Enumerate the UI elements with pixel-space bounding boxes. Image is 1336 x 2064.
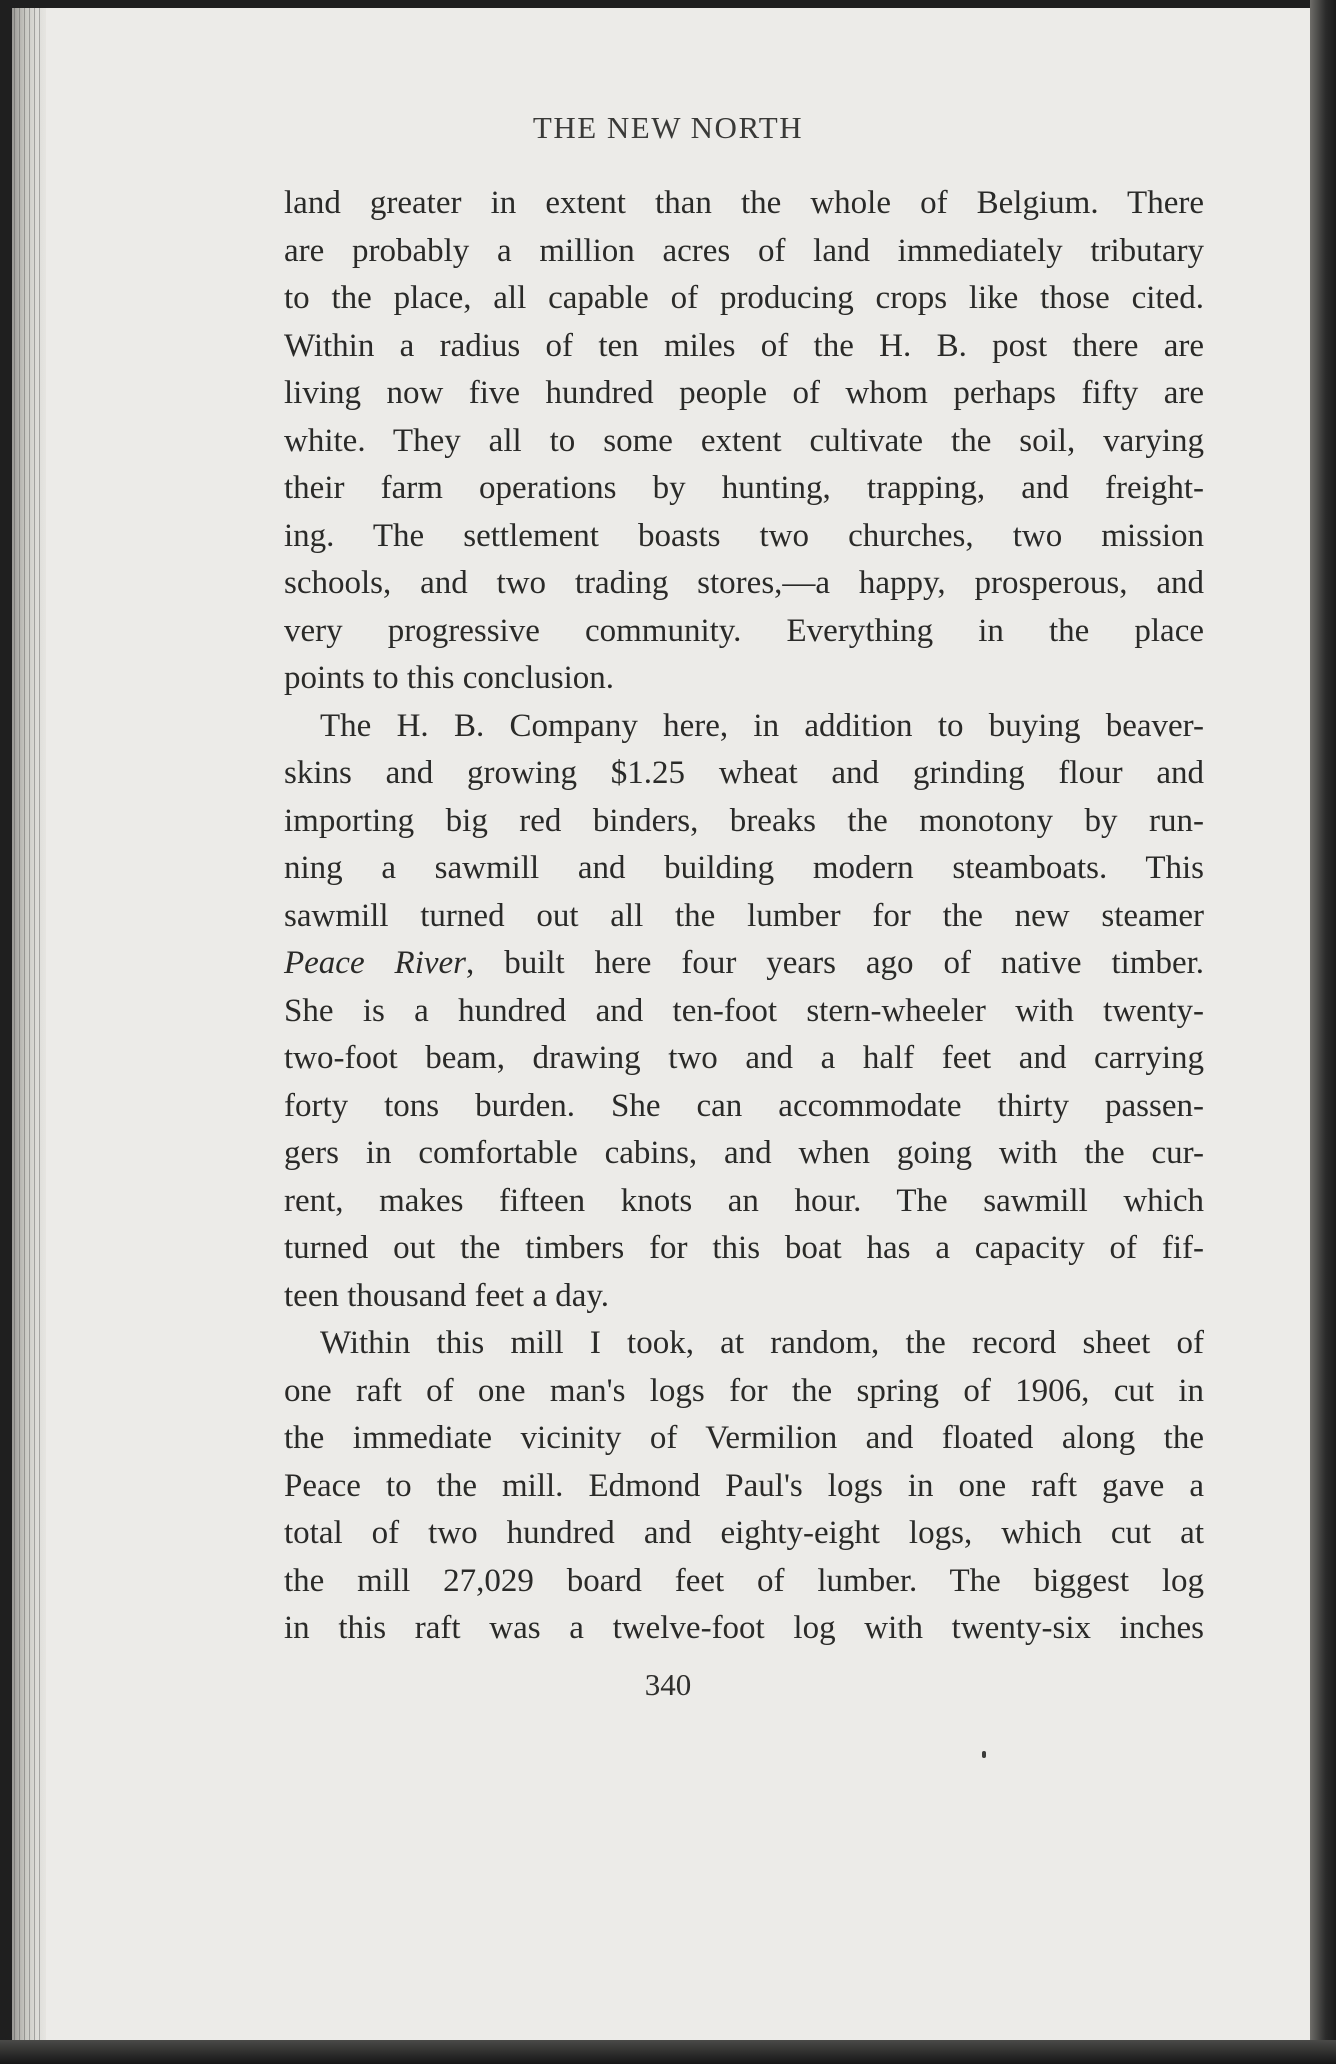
text-line: ing. The settlement boasts two churches, two mission: [284, 517, 1204, 554]
text-line: land greater in extent than the whole of Belgium. There: [284, 185, 1204, 221]
text-line: are probably a million acres of land immediately tributary: [284, 232, 1204, 269]
dust-speck: [982, 1751, 986, 1758]
text-line: forty tons burden. She can accommodate thirty passen-: [284, 1087, 1204, 1124]
bottom-edge-shadow: [0, 2040, 1336, 2064]
text-line: Peace to the mill. Edmond Paul's logs in one raft gave a: [284, 1467, 1204, 1504]
text-line: white. They all to some extent cultivate the soil, varying: [284, 422, 1204, 459]
text-line: one raft of one man's logs for the spring of 1906, cut in: [284, 1372, 1204, 1409]
text-line: total of two hundred and eighty-eight logs, which cut at: [284, 1515, 1204, 1551]
page-edges: [14, 8, 40, 2048]
text-line: sawmill turned out all the lumber for the new steamer: [284, 897, 1204, 934]
text-line: their farm operations by hunting, trapping, and freight-: [284, 470, 1204, 506]
text-line: points to this conclusion.: [284, 660, 614, 696]
text-line: to the place, all capable of producing crops like those cited.: [284, 280, 1204, 316]
text-line: two-foot beam, drawing two and a half feet and carrying: [284, 1040, 1204, 1076]
text-line: The H. B. Company here, in addition to buying beaver-: [320, 707, 1204, 744]
text-line: skins and growing $1.25 wheat and grinding flour and: [284, 755, 1204, 791]
text-line: schools, and two trading stores,—a happy, prosperous, and: [284, 565, 1204, 601]
text-line: Within a radius of ten miles of the H. B. post there are: [284, 327, 1204, 364]
text-line: rent, makes fifteen knots an hour. The sawmill which: [284, 1182, 1204, 1219]
paragraph-3: [284, 1320, 1204, 1653]
ship-name: Peace River: [284, 945, 467, 981]
text-line: very progressive community. Everything in the place: [284, 612, 1204, 649]
text-line: in this raft was a twelve-foot log with twenty-six inches: [284, 1610, 1204, 1646]
text-line: ning a sawmill and building modern steamboats. This: [284, 850, 1204, 886]
paragraph-2: [284, 703, 1204, 1321]
text-line: living now five hundred people of whom perhaps fifty are: [284, 375, 1204, 411]
text-line: the mill 27,029 board feet of lumber. The biggest log: [284, 1562, 1204, 1599]
text-line: teen thousand feet a day.: [284, 1277, 609, 1314]
text-line-italic-ship-name: Peace River, built here four years ago of native timber.: [284, 945, 1205, 981]
running-head: THE NEW NORTH: [532, 110, 804, 145]
text-line: the immediate vicinity of Vermilion and floated along the: [284, 1420, 1204, 1456]
text-line: Within this mill I took, at random, the record sheet of: [320, 1325, 1204, 1361]
text-line: gers in comfortable cabins, and when going with the cur-: [284, 1135, 1204, 1171]
text-line: turned out the timbers for this boat has a capacity of fif-: [284, 1230, 1204, 1266]
text-line: She is a hundred and ten-foot stern-wheeler with twenty-: [284, 992, 1204, 1029]
body-text: [284, 180, 1204, 1653]
text-line: importing big red binders, breaks the monotony by run-: [284, 802, 1204, 839]
page-number: 340: [644, 1667, 692, 1702]
right-edge-shadow: [1310, 0, 1336, 2064]
paragraph-1: [284, 180, 1204, 703]
